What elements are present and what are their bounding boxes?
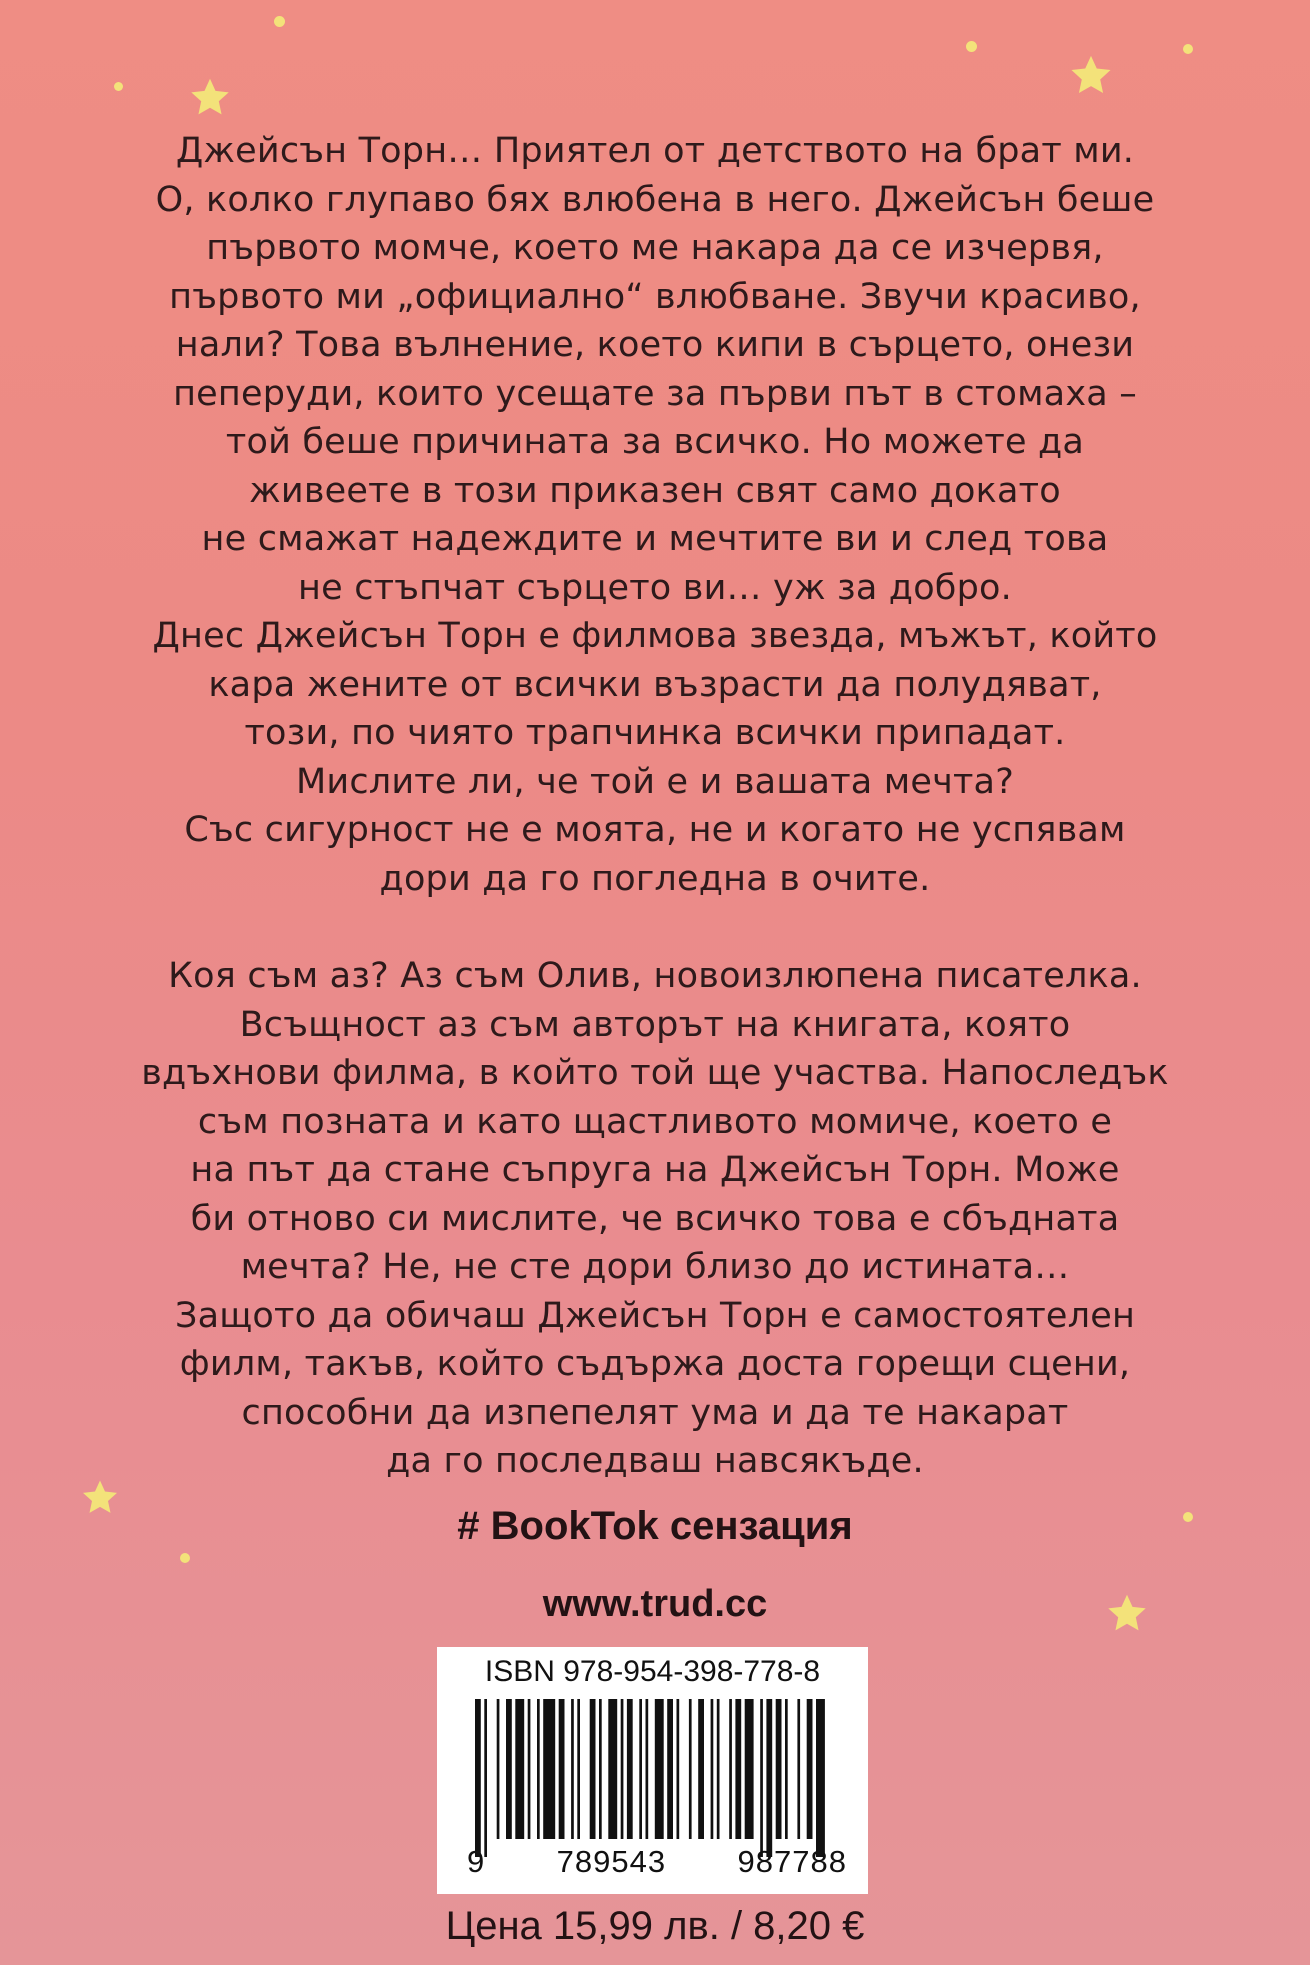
blurb-line: Със сигурност не е моята, не и когато не успявам (184, 810, 1126, 850)
blurb-line: той беше причината за всичко. Но можете да (225, 422, 1085, 462)
barcode-bars (475, 1699, 830, 1857)
barcode-bar (639, 1699, 642, 1839)
barcode-bar (689, 1699, 692, 1839)
barcode-bar (797, 1699, 800, 1839)
dot-decoration (274, 16, 285, 27)
barcode-bar (760, 1699, 763, 1857)
dot-decoration (1183, 44, 1193, 54)
publisher-website: www.trud.cc (542, 1583, 768, 1625)
blurb-line: нали? Това вълнение, което кипи в сърцето, онези (175, 325, 1135, 365)
blurb-line: О, колко глупаво бях влюбена в него. Джейсън беше (155, 179, 1155, 220)
barcode-bar (515, 1699, 524, 1839)
blurb-line: да го последваш навсякъде. (386, 1441, 924, 1481)
barcode-bar (528, 1699, 531, 1839)
isbn-label: ISBN 978-954-398-778-8 (484, 1655, 821, 1688)
blurb-line: Всъщност аз съм авторът на книгата, която (239, 1004, 1071, 1045)
barcode-digit-group: 789543 (556, 1844, 667, 1879)
star-icon (188, 76, 232, 120)
barcode-bar (785, 1699, 788, 1839)
barcode-bar (621, 1699, 624, 1839)
blurb-line: този, по чиято трапчинка всички припадат. (244, 713, 1066, 753)
barcode-bar (497, 1699, 500, 1839)
barcode-bar (484, 1699, 487, 1857)
barcode-digits (467, 1844, 847, 1880)
barcode-bar (559, 1699, 565, 1839)
blurb-line: кара жените от всички възрасти да полудяват, (208, 664, 1102, 705)
barcode-bar (807, 1699, 813, 1839)
blurb-paragraph-2 (90, 952, 1220, 1486)
blurb-line: не стъпчат сърцето ви… уж за добро. (298, 567, 1012, 608)
barcode-bar (475, 1699, 481, 1857)
barcode-bar (571, 1699, 574, 1839)
barcode-bar (711, 1699, 714, 1839)
barcode-bar (590, 1699, 596, 1839)
booktok-hashtag: # BookTok сензация (457, 1504, 853, 1548)
blurb-line: дори да го погледна в очите. (379, 858, 931, 899)
barcode-bar (735, 1699, 741, 1839)
barcode-bar (698, 1699, 704, 1839)
blurb-line: Днес Джейсън Торн е филмова звезда, мъжът, който (152, 616, 1158, 656)
barcode-bar (646, 1699, 649, 1839)
blurb-line: първото момче, което ме накара да се изчервя, (206, 228, 1104, 268)
barcode-bar (816, 1699, 825, 1857)
barcode-bar (608, 1699, 617, 1839)
barcode-bar (745, 1699, 754, 1839)
barcode-panel (437, 1647, 868, 1894)
barcode-bar (667, 1699, 673, 1839)
barcode-digit-group: 987788 (737, 1844, 847, 1879)
blurb-line: вдъхнови филма, в който той ще участва. Напоследък (141, 1053, 1169, 1093)
blurb-line: не смажат надеждите и мечтите ви и след това (201, 519, 1109, 559)
blurb-line: Мислите ли, че той е и вашата мечта? (295, 761, 1014, 802)
barcode-bar (729, 1699, 732, 1839)
blurb-line: на път да стане съпруга на Джейсън Торн. Може (190, 1150, 1120, 1190)
barcode-bar (577, 1699, 580, 1839)
blurb-line: мечта? Не, не сте дори близо до истината… (240, 1247, 1070, 1287)
blurb-paragraph-1 (90, 127, 1220, 903)
dot-decoration (966, 41, 977, 52)
dot-decoration (114, 82, 123, 91)
barcode-bar (537, 1699, 540, 1839)
blurb-line: Джейсън Торн… Приятел от детството на брат ми. (175, 131, 1135, 171)
blurb-line: първото ми „официално“ влюбване. Звучи красиво, (169, 276, 1141, 317)
barcode-bar (599, 1699, 602, 1839)
star-icon (1068, 53, 1114, 99)
barcode-bar (627, 1699, 633, 1839)
barcode-digit-group: 9 (467, 1844, 486, 1879)
price-label: Цена 15,99 лв. / 8,20 € (445, 1904, 865, 1948)
barcode-bar (776, 1699, 782, 1839)
barcode-bar (543, 1699, 555, 1839)
blurb-line: филм, такъв, който съдържа доста горещи сцени, (179, 1344, 1131, 1384)
barcode-bar (506, 1699, 512, 1839)
blurb-line: би отново си мислите, че всичко това е сбъдната (190, 1198, 1120, 1239)
barcode-bar (766, 1699, 772, 1857)
dot-decoration (180, 1553, 190, 1563)
blurb-line: живеете в този приказен свят само докато (249, 470, 1061, 511)
barcode-bar (655, 1699, 664, 1839)
blurb-line: пеперуди, които усещате за първи път в стомаха – (173, 373, 1137, 414)
blurb-line: съм позната и като щастливото момиче, което е (197, 1101, 1113, 1142)
blurb-line: Коя съм аз? Аз съм Олив, новоизлюпена писателка. (168, 956, 1142, 996)
barcode-bar (717, 1699, 720, 1839)
barcode-bar (677, 1699, 680, 1839)
blurb-line: способни да изпепелят ума и да те накарат (241, 1392, 1069, 1433)
blurb-line: Защото да обичаш Джейсън Торн е самостоятелен (174, 1295, 1136, 1336)
